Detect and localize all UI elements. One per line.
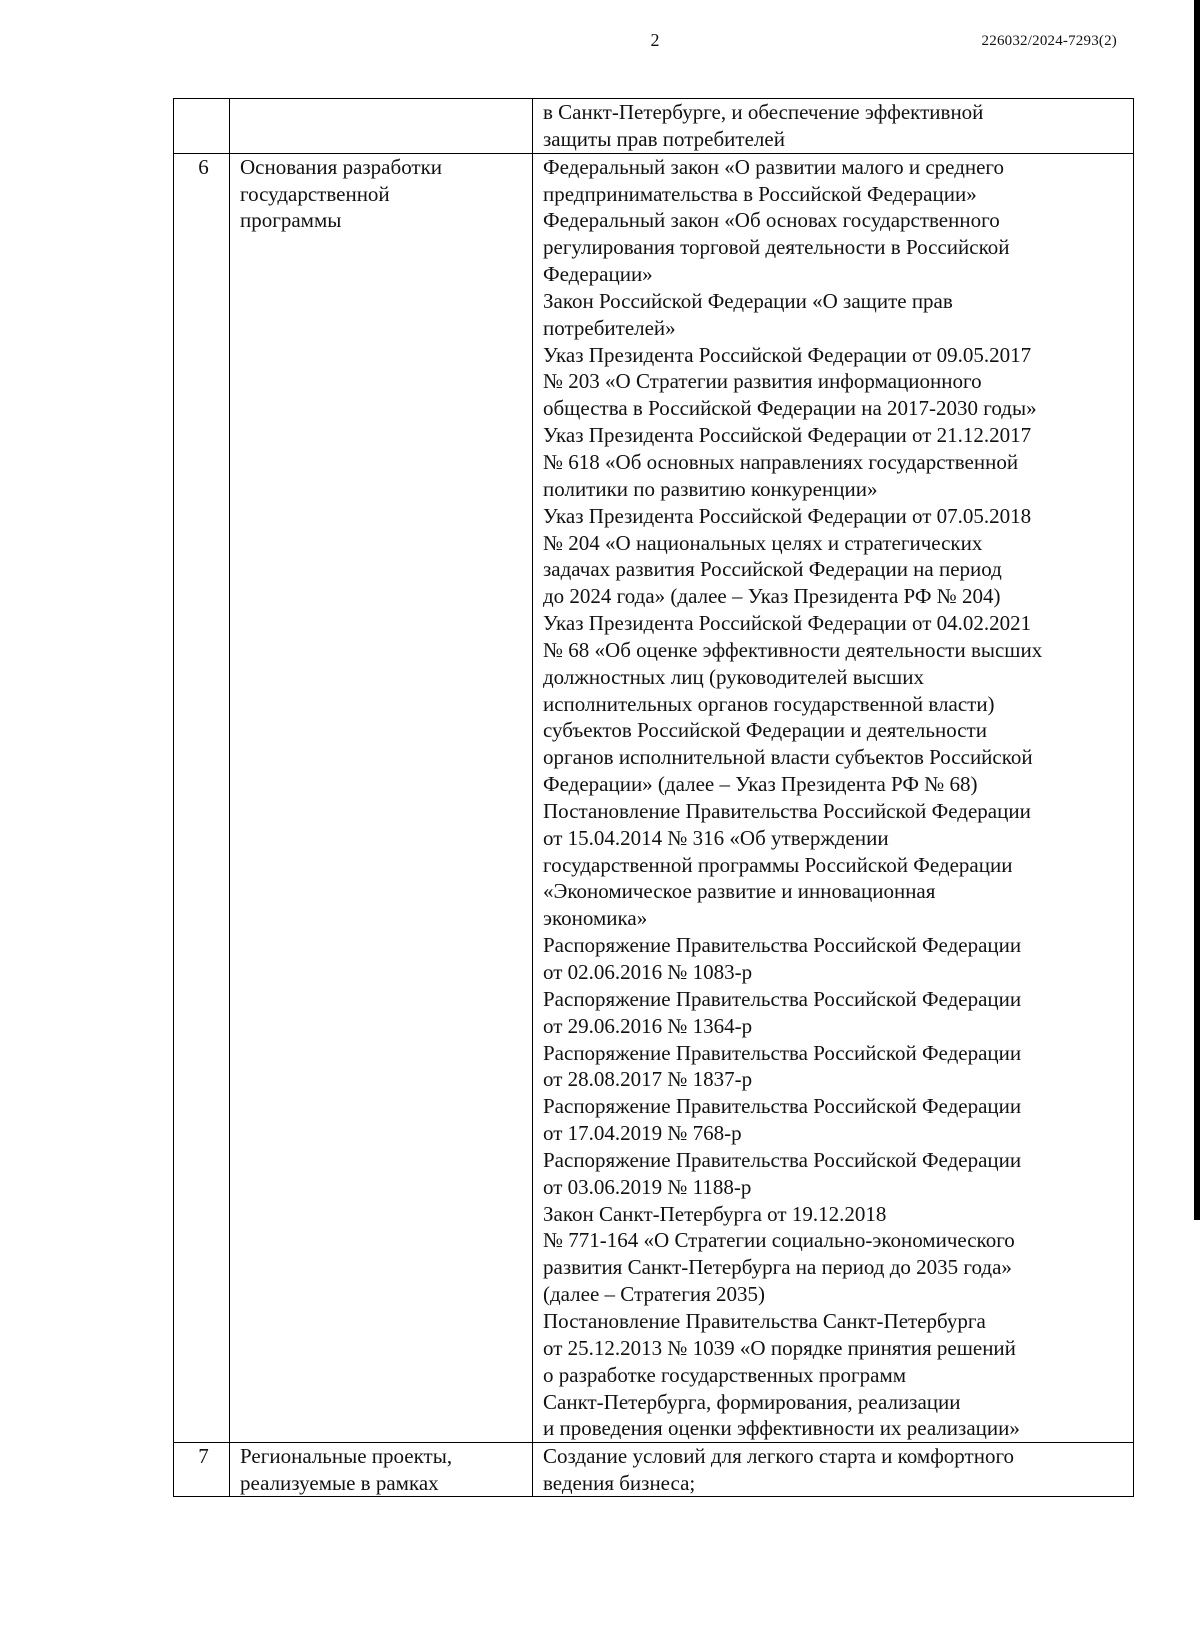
content-line: (далее – Стратегия 2035) xyxy=(543,1282,765,1307)
content-line: предпринимательства в Российской Федерации» xyxy=(543,181,977,206)
content-line: Создание условий для легкого старта и комфортного xyxy=(543,1444,1015,1469)
content-line: «Экономическое развитие и инновационная xyxy=(543,879,936,904)
row-number: 6 xyxy=(174,153,230,1443)
content-line: Федерации» xyxy=(543,262,653,287)
content-line: Указ Президента Российской Федерации от 04.02.2021 xyxy=(543,611,1032,636)
page-number: 2 xyxy=(650,30,660,50)
content-line: потребителей» xyxy=(543,315,676,340)
row-number: 7 xyxy=(174,1443,230,1497)
content-line: № 204 «О национальных целях и стратегических xyxy=(543,530,983,555)
row-number xyxy=(174,99,230,154)
program-passport-table xyxy=(173,98,1134,1497)
content-line: № 68 «Об оценке эффективности деятельности высших xyxy=(543,637,1043,662)
content-line: Распоряжение Правительства Российской Федерации xyxy=(543,1040,1022,1065)
content-line: в Санкт-Петербурге, и обеспечение эффективной xyxy=(543,100,984,124)
document-id: 226032/2024-7293(2) xyxy=(981,33,1117,49)
content-line: политики по развитию конкуренции» xyxy=(543,476,878,501)
content-line: Закон Санкт-Петербурга от 19.12.2018 xyxy=(543,1201,887,1226)
name-line: государственной xyxy=(240,181,390,206)
content-line: Распоряжение Правительства Российской Федерации xyxy=(543,1094,1022,1119)
content-line: Распоряжение Правительства Российской Федерации xyxy=(543,986,1022,1011)
row-name-cell xyxy=(230,99,533,154)
content-line: № 618 «Об основных направлениях государственной xyxy=(543,449,1019,474)
content-line: Федеральный закон «Об основах государственного xyxy=(543,208,1000,233)
content-line: и проведения оценки эффективности их реализации» xyxy=(543,1416,1020,1441)
content-line: Распоряжение Правительства Российской Федерации xyxy=(543,933,1022,958)
table-row xyxy=(174,153,1134,1443)
content-line: государственной программы Российской Федерации xyxy=(543,852,1013,877)
content-line: Федерации» (далее – Указ Президента РФ № 68) xyxy=(543,772,978,797)
content-line: Указ Президента Российской Федерации от 21.12.2017 xyxy=(543,423,1032,448)
content-line: от 29.06.2016 № 1364-р xyxy=(543,1013,753,1038)
content-line: общества в Российской Федерации на 2017-2030 годы» xyxy=(543,396,1037,421)
content-line: защиты прав потребителей xyxy=(543,126,785,151)
table-row xyxy=(174,1443,1134,1497)
content-line: до 2024 года» (далее – Указ Президента РФ № 204) xyxy=(543,584,1001,609)
content-line: от 02.06.2016 № 1083-р xyxy=(543,960,753,984)
name-line: Основания разработки xyxy=(240,154,443,179)
content-line: Постановление Правительства Российской Федерации xyxy=(543,798,1031,823)
content-line: задачах развития Российской Федерации на период xyxy=(543,557,1002,582)
content-line: Федеральный закон «О развитии малого и среднего xyxy=(543,154,1005,179)
content-line: органов исполнительной власти субъектов Российской xyxy=(543,745,1033,770)
content-line: экономика» xyxy=(543,906,648,931)
cell-clip xyxy=(240,1443,526,1496)
content-line: о разработке государственных программ xyxy=(543,1362,907,1387)
content-line: Указ Президента Российской Федерации от 09.05.2017 xyxy=(543,342,1032,367)
content-line: № 203 «О Стратегии развития информационного xyxy=(543,369,982,394)
row-content-cell xyxy=(533,1443,1134,1497)
content-line: ведения бизнеса; xyxy=(543,1471,696,1496)
name-line: программы xyxy=(240,208,342,233)
table-row xyxy=(174,99,1134,154)
row-name-cell xyxy=(230,153,533,1443)
name-line: реализуемые в рамках xyxy=(240,1471,439,1496)
scan-edge-rule xyxy=(1194,0,1200,1220)
content-line: развития Санкт-Петербурга на период до 2035 года» xyxy=(543,1255,1012,1280)
content-line: от 03.06.2019 № 1188-р xyxy=(543,1174,752,1199)
content-line: субъектов Российской Федерации и деятельности xyxy=(543,718,987,743)
row-content-cell xyxy=(533,99,1134,154)
name-line: Региональные проекты, xyxy=(240,1444,453,1469)
content-line: Санкт-Петербурга, формирования, реализации xyxy=(543,1389,961,1414)
content-line: исполнительных органов государственной власти) xyxy=(543,691,995,716)
content-line: Указ Президента Российской Федерации от 07.05.2018 xyxy=(543,503,1032,528)
content-line: от 15.04.2014 № 316 «Об утверждении xyxy=(543,825,889,850)
content-line: от 17.04.2019 № 768-р xyxy=(543,1121,742,1146)
content-line: от 28.08.2017 № 1837-р xyxy=(543,1067,753,1092)
row-content-cell xyxy=(533,153,1134,1443)
cell-clip xyxy=(543,1443,1127,1496)
content-line: Закон Российской Федерации «О защите прав xyxy=(543,288,953,313)
content-line: от 25.12.2013 № 1039 «О порядке принятия решений xyxy=(543,1335,1016,1360)
content-line: должностных лиц (руководителей высших xyxy=(543,664,924,689)
content-line: регулирования торговой деятельности в Российской xyxy=(543,235,1010,260)
row-name-cell xyxy=(230,1443,533,1497)
content-line: № 771-164 «О Стратегии социально-экономического xyxy=(543,1228,1015,1253)
content-line: Постановление Правительства Санкт-Петербурга xyxy=(543,1308,986,1333)
content-line: Распоряжение Правительства Российской Федерации xyxy=(543,1147,1022,1172)
